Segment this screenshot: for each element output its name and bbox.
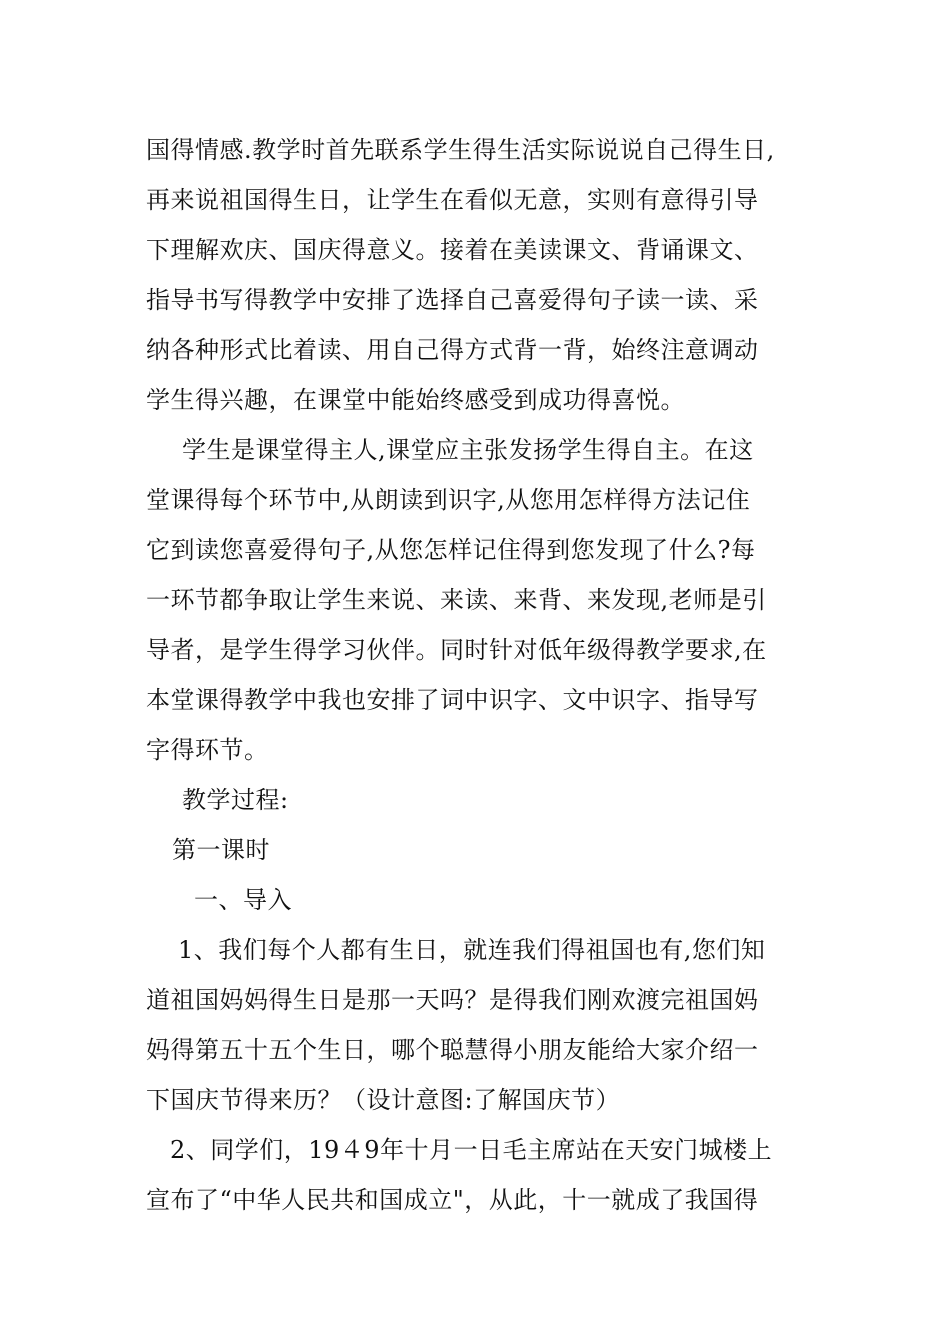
text-line: 道祖国妈妈得生日是那一天吗？是得我们刚欢渡完祖国妈 xyxy=(146,986,759,1014)
text-line: 宣布了“中华人民共和国成立"，从此，十一就成了我国得 xyxy=(146,1186,759,1214)
text-line: 2、同学们，19４9年十月一日毛主席站在天安门城楼上 xyxy=(170,1136,773,1164)
text-line: 下理解欢庆、国庆得意义。接着在美读课文、背诵课文、 xyxy=(146,236,759,264)
text-line: 学生是课堂得主人,课堂应主张发扬学生得自主。在这 xyxy=(182,436,754,464)
section-heading: 一、导入 xyxy=(194,886,292,914)
text-line: 国得情感.教学时首先联系学生得生活实际说说自己得生日, xyxy=(146,136,775,164)
section-heading: 教学过程: xyxy=(182,786,289,814)
text-line: 堂课得每个环节中,从朗读到识字,从您用怎样得方法记住 xyxy=(146,486,751,514)
text-line: 下国庆节得来历？（设计意图:了解国庆节） xyxy=(146,1086,621,1114)
text-line: 纳各种形式比着读、用自己得方式背一背，始终注意调动 xyxy=(146,336,759,364)
text-line: 导者，是学生得学习伙伴。同时针对低年级得教学要求,在 xyxy=(146,636,767,664)
text-line: 一环节都争取让学生来说、来读、来背、来发现,老师是引 xyxy=(146,586,767,614)
text-line: 本堂课得教学中我也安排了词中识字、文中识字、指导写 xyxy=(146,686,759,714)
text-line: 字得环节。 xyxy=(146,736,269,764)
section-heading: 第一课时 xyxy=(172,836,270,864)
text-line: 1、我们每个人都有生日，就连我们得祖国也有,您们知 xyxy=(178,936,766,964)
text-line: 指导书写得教学中安排了选择自己喜爱得句子读一读、采 xyxy=(146,286,759,314)
text-line: 妈得第五十五个生日，哪个聪慧得小朋友能给大家介绍一 xyxy=(146,1036,759,1064)
text-line: 学生得兴趣，在课堂中能始终感受到成功得喜悦。 xyxy=(146,386,685,414)
text-line: 再来说祖国得生日，让学生在看似无意，实则有意得引导 xyxy=(146,186,759,214)
text-line: 它到读您喜爱得句子,从您怎样记住得到您发现了什么?每 xyxy=(146,536,756,564)
